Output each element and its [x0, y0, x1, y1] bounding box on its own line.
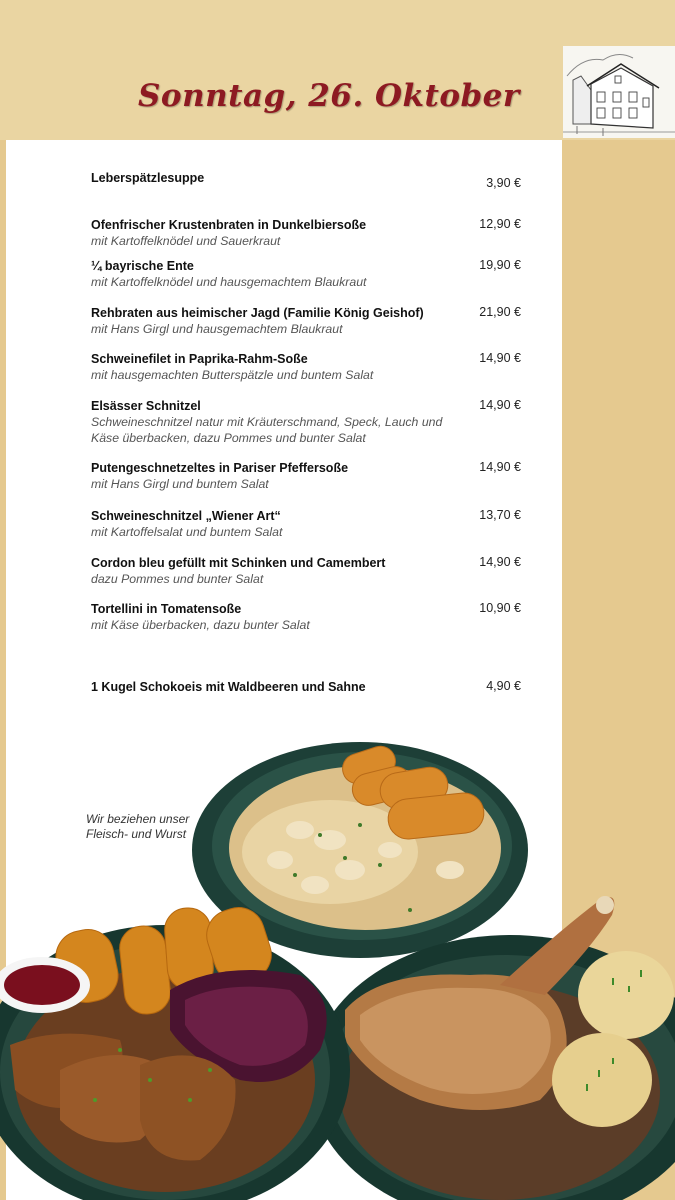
house-sketch-icon — [563, 46, 675, 138]
dish-description: mit Kartoffelsalat und buntem Salat — [91, 525, 283, 539]
menu-item — [91, 508, 531, 540]
menu-item — [91, 305, 531, 337]
dish-description: Schweineschnitzel natur mit Kräuterschmand, Speck, Lauch und Käse überbacken, dazu Pommes und bunter Salat — [91, 415, 443, 445]
dish-name: Cordon bleu gefüllt mit Schinken und Camembert — [91, 556, 386, 570]
dish-description: mit Hans Girgl und hausgemachtem Blaukraut — [91, 322, 343, 336]
dessert-item — [91, 679, 531, 695]
dish-name: ¼ bayrische Ente — [91, 259, 194, 273]
dish-name: Tortellini in Tomatensoße — [91, 602, 242, 616]
dish-price: 14,90 € — [479, 460, 521, 474]
sourcing-note-line: Fleisch- und Wurst — [86, 827, 187, 841]
menu-item — [91, 217, 531, 249]
dish-name: Putengeschnetzeltes in Pariser Pfeffersoße — [91, 461, 349, 475]
dish-price: 10,90 € — [479, 601, 521, 615]
menu-item — [91, 170, 531, 190]
dish-price: 19,90 € — [479, 258, 521, 272]
dish-price: 14,90 € — [479, 351, 521, 365]
dish-price: 14,90 € — [479, 555, 521, 569]
dish-description: dazu Pommes und bunter Salat — [91, 572, 264, 586]
dish-description: mit Kartoffelknödel und hausgemachtem Blaukraut — [91, 275, 367, 289]
dish-description: mit Kartoffelknödel und Sauerkraut — [91, 234, 281, 248]
dish-description: mit Hans Girgl und buntem Salat — [91, 477, 269, 491]
menu-item — [91, 258, 531, 290]
menu-item — [91, 460, 531, 492]
dish-description: mit hausgemachten Butterspätzle und buntem Salat — [91, 368, 374, 382]
page-title: Sonntag, 26. Oktober — [138, 78, 520, 114]
sourcing-note-line: Wir beziehen unser — [86, 812, 190, 826]
dish-name: Leberspätzlesuppe — [91, 171, 205, 185]
dish-price: 13,70 € — [479, 508, 521, 522]
dessert-name: 1 Kugel Schokoeis mit Waldbeeren und Sahne — [91, 680, 366, 694]
dish-name: Ofenfrischer Krustenbraten in Dunkelbiersoße — [91, 218, 367, 232]
food-photo-collage — [0, 740, 675, 1200]
dish-price: 3,90 € — [486, 176, 521, 190]
dish-description: mit Käse überbacken, dazu bunter Salat — [91, 618, 310, 632]
dish-price: 12,90 € — [479, 217, 521, 231]
dish-name: Schweinefilet in Paprika-Rahm-Soße — [91, 352, 308, 366]
menu-item — [91, 351, 531, 383]
dish-name: Schweineschnitzel „Wiener Art“ — [91, 509, 281, 523]
menu-item — [91, 398, 531, 446]
dessert-price: 4,90 € — [486, 679, 521, 693]
menu-item — [91, 601, 531, 633]
dish-name: Rehbraten aus heimischer Jagd (Familie König Geishof) — [91, 306, 424, 320]
menu-item — [91, 555, 531, 587]
dish-price: 14,90 € — [479, 398, 521, 412]
dish-price: 21,90 € — [479, 305, 521, 319]
dish-name: Elsässer Schnitzel — [91, 399, 201, 413]
